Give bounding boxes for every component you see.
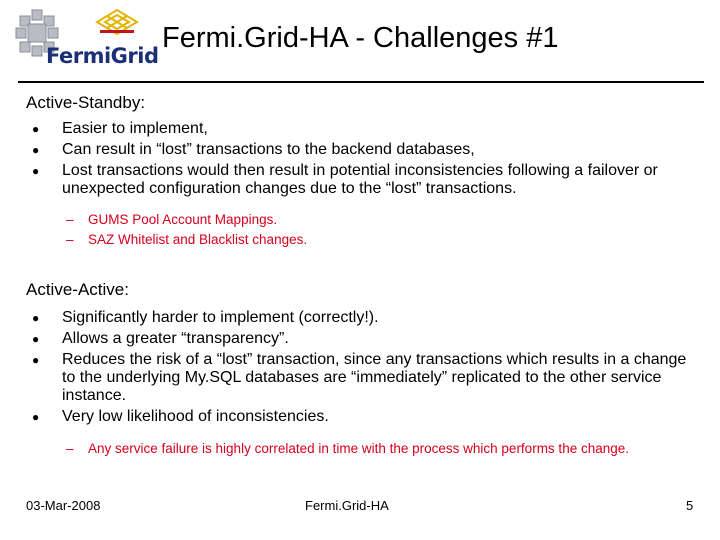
- bullet-dot-icon: ●: [32, 164, 40, 178]
- footer-date: 03-Mar-2008: [26, 498, 101, 513]
- bullet-dot-icon: ●: [32, 122, 40, 136]
- bullet-item: [22, 309, 702, 327]
- title-divider: [18, 81, 704, 83]
- sub-bullet-item: [66, 231, 686, 248]
- active-active-bullets: [22, 309, 702, 429]
- bullet-text: Can result in “lost” transactions to the backend databases,: [62, 141, 475, 158]
- sub-bullet-text: Any service failure is highly correlated in time with the process which performs the change.: [88, 441, 629, 456]
- slide-title: Fermi.Grid-HA - Challenges #1: [162, 22, 559, 54]
- dash-icon: –: [66, 212, 74, 227]
- bullet-dot-icon: ●: [32, 410, 40, 424]
- sub-bullet-text: GUMS Pool Account Mappings.: [88, 212, 278, 227]
- sub-bullet-text: SAZ Whitelist and Blacklist changes.: [88, 232, 308, 247]
- bullet-item: [22, 330, 702, 348]
- section-heading-active-active: Active-Active:: [26, 280, 129, 299]
- bullet-text: Significantly harder to implement (correctly!).: [62, 309, 379, 326]
- active-active-subbullets: [66, 440, 686, 460]
- bullet-text: Easier to implement,: [62, 120, 208, 137]
- dash-icon: –: [66, 232, 74, 247]
- bullet-text: Lost transactions would then result in potential inconsistencies following a failover or unexpected configuration changes due to the “lost” transactions.: [62, 162, 658, 197]
- fermigrid-logo: [14, 8, 159, 76]
- bullet-dot-icon: ●: [32, 353, 40, 367]
- bullet-text: Very low likelihood of inconsistencies.: [62, 408, 329, 425]
- sub-bullet-item: [66, 211, 686, 228]
- footer-title: Fermi.Grid-HA: [305, 498, 389, 513]
- bullet-dot-icon: ●: [32, 311, 40, 325]
- bullet-text: Reduces the risk of a “lost” transaction, since any transactions which results in a change to the underlying My.SQL databases are “immediately” replicated to the other service instance.: [62, 351, 687, 404]
- bullet-dot-icon: ●: [32, 332, 40, 346]
- sub-bullet-item: [66, 440, 686, 457]
- bullet-item: [22, 351, 702, 405]
- bullet-text: Allows a greater “transparency”.: [62, 330, 289, 347]
- footer-page-number: 5: [686, 498, 694, 513]
- bullet-item: [22, 141, 702, 159]
- active-standby-bullets: [22, 120, 702, 201]
- logo-wordmark: FermiGrid: [46, 44, 159, 68]
- bullet-item: [22, 120, 702, 138]
- section-heading-active-standby: Active-Standby:: [26, 93, 146, 112]
- bullet-item: [22, 408, 702, 426]
- bullet-dot-icon: ●: [32, 143, 40, 157]
- active-standby-subbullets: [66, 211, 686, 251]
- dash-icon: –: [66, 441, 74, 456]
- bullet-item: [22, 162, 702, 198]
